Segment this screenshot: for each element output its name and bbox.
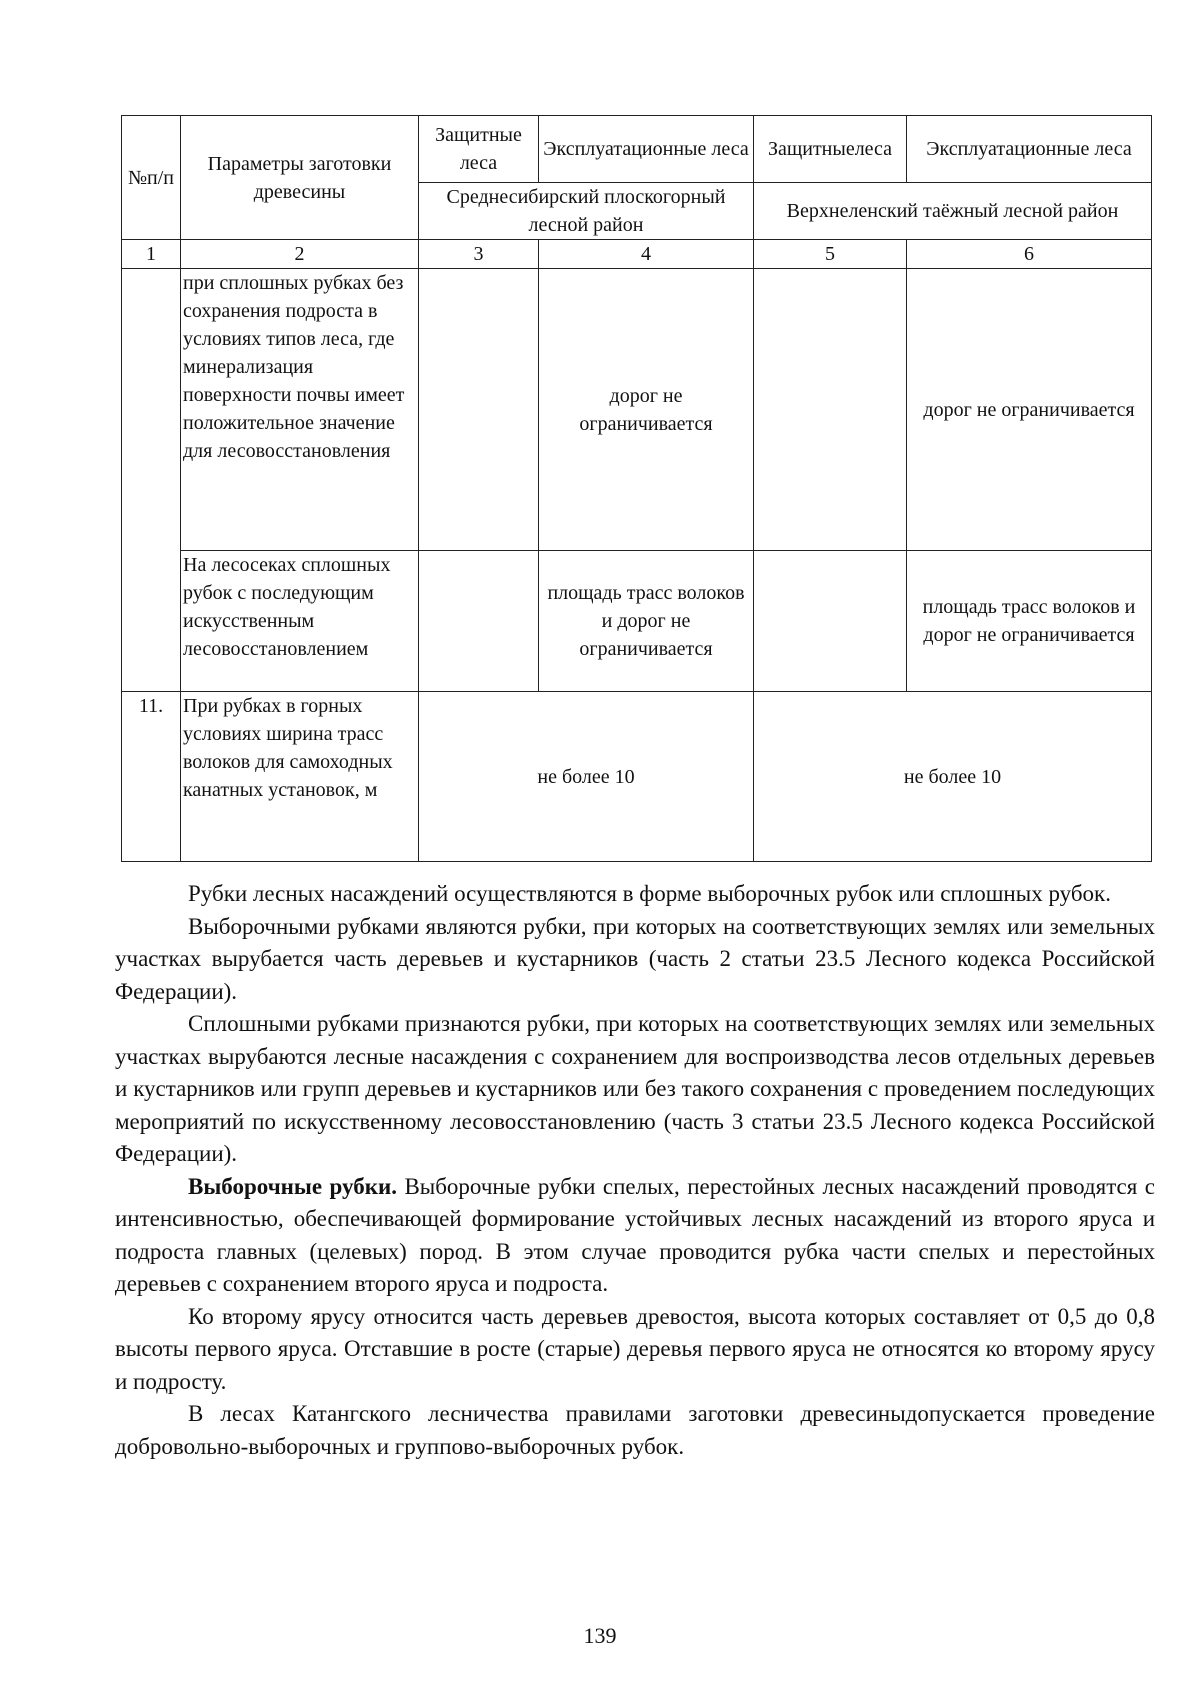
column-number: 5 (754, 240, 907, 269)
paragraph: Сплошными рубками признаются рубки, при которых на соответствующих землях или земельных участках вырубаются лесные насаждения с сохранением для воспроизводства лесов отдельных деревьев и кустарников или групп деревьев и кустарников или без такого сохранения с проведением последующих мероприятий по искусственному лесовосстановлению (часть 3 статьи 23.5 Лесного кодекса Российской Федерации). (115, 1011, 1155, 1166)
selective-logging-heading: Выборочные рубки. (188, 1173, 397, 1199)
header-protective-forests-1: Защитные леса (419, 116, 539, 183)
row-value: площадь трасс волоков и дорог не ограничивается (539, 551, 754, 692)
paragraph: Ко второму ярусу относится часть деревьев древостоя, высота которых составляет от 0,5 до 0,8 высоты первого яруса. Отставшие в росте (старые) деревья первого яруса не относятся ко второму ярусу и подросту. (115, 1303, 1155, 1394)
body-text (115, 878, 1155, 1463)
row-value (419, 269, 539, 551)
row-value: площадь трасс волоков и дорог не ограничивается (907, 551, 1152, 692)
row-param: при сплошных рубках без сохранения подроста в условиях типов леса, где минерализация поверхности почвы имеет положительное значение для лесовосстановления (181, 269, 419, 551)
paragraph (115, 1171, 1155, 1301)
row-value-region1: не более 10 (419, 692, 754, 862)
row-param: При рубках в горных условиях ширина трасс волоков для самоходных канатных установок, м (181, 692, 419, 862)
column-number: 6 (907, 240, 1152, 269)
row-num: 11. (122, 692, 181, 862)
header-num: №п/п (122, 116, 181, 240)
column-number: 4 (539, 240, 754, 269)
row-value: дорог не ограничивается (907, 269, 1152, 551)
column-number-row (122, 240, 1152, 269)
paragraph: Рубки лесных насаждений осуществляются в форме выборочных рубок или сплошных рубок. (188, 881, 1111, 906)
page-number: 139 (583, 1623, 617, 1648)
header-exploitation-forests-1: Эксплуатационные леса (539, 116, 754, 183)
header-region-upper-lena: Верхнеленский таёжный лесной район (754, 183, 1152, 240)
row-value: дорог не ограничивается (539, 269, 754, 551)
table-row (122, 692, 1152, 862)
row-value (754, 269, 907, 551)
table-row (122, 551, 1152, 692)
paragraph-text: Выборочные рубки спелых, перестойных лесных насаждений проводятся с интенсивностью, обеспечивающей формирование устойчивых лесных насаждений из второго яруса и подроста главных (целевых) пород. В этом случае проводится рубка части спелых и перестойных деревьев с сохранением второго яруса и подроста. (115, 1173, 1155, 1296)
row-param: На лесосеках сплошных рубок с последующим искусственным лесовосстановлением (181, 551, 419, 692)
row-num (122, 269, 181, 692)
row-value (419, 551, 539, 692)
row-value-region2: не более 10 (754, 692, 1152, 862)
paragraph: Выборочными рубками являются рубки, при которых на соответствующих землях или земельных участках вырубается часть деревьев и кустарников (часть 2 статьи 23.5 Лесного кодекса Российской Федерации). (115, 913, 1155, 1004)
column-number: 2 (181, 240, 419, 269)
row-value (754, 551, 907, 692)
paragraph: В лесах Катангского лесничества правилами заготовки древесиныдопускается проведение добровольно-выборочных и групповo-выборочных рубок. (115, 1401, 1155, 1459)
column-number: 3 (419, 240, 539, 269)
forest-harvest-parameters-table (121, 115, 1152, 862)
header-exploitation-forests-2: Эксплуатационные леса (907, 116, 1152, 183)
table-row (122, 269, 1152, 551)
header-protective-forests-2: Защитныелеса (754, 116, 907, 183)
column-number: 1 (122, 240, 181, 269)
header-region-central-siberian: Среднесибирский плоскогорный лесной район (419, 183, 754, 240)
header-params: Параметры заготовки древесины (181, 116, 419, 240)
